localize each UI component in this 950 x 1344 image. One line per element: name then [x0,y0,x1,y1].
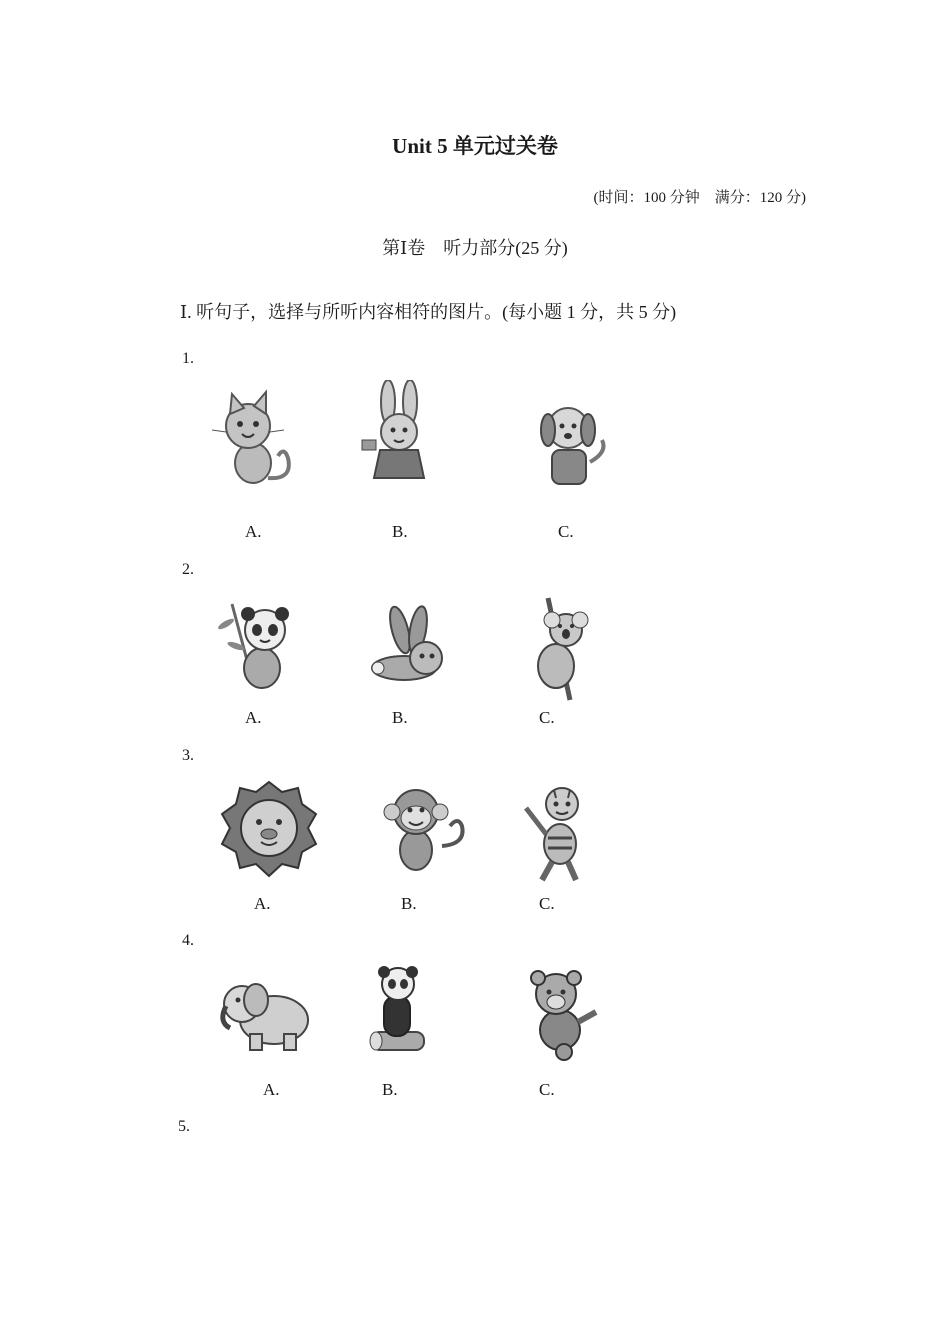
option-label: A. [254,894,271,913]
panda-bamboo-icon [210,594,320,704]
section-title: Ⅰ. 听句子，选择与所听内容相符的图片。(每小题 1 分，共 5 分) [180,302,677,322]
option-label: C. [539,1080,555,1099]
document-title: Unit 5 单元过关卷 [392,134,558,158]
tiger-icon [508,778,618,888]
option-label: B. [392,708,408,727]
elephant-icon [212,962,322,1072]
koala-icon [508,594,618,704]
option-label: C. [558,522,574,541]
option-label: C. [539,894,555,913]
option-label: C. [539,708,555,727]
dog-icon [520,392,630,502]
lion-icon [214,778,324,888]
cat-icon [198,388,308,498]
question-number-5: 5. [178,1118,190,1135]
option-label: B. [392,522,408,541]
bear-icon [512,962,622,1072]
option-label: A. [245,522,262,541]
rabbit-icon [346,380,456,490]
panda-log-icon [356,962,466,1072]
option-label: A. [263,1080,280,1099]
exam-meta: (时间：100 分钟 满分：120 分) [593,190,806,206]
option-label: B. [382,1080,398,1099]
option-label: B. [401,894,417,913]
option-label: A. [245,708,262,727]
part-title: 第Ⅰ卷 听力部分(25 分) [382,238,568,258]
question-number-1: 1. [182,350,194,367]
question-number-4: 4. [182,932,194,949]
question-number-2: 2. [182,561,194,578]
monkey-icon [366,776,476,886]
lying-rabbit-icon [360,598,470,708]
question-number-3: 3. [182,747,194,764]
